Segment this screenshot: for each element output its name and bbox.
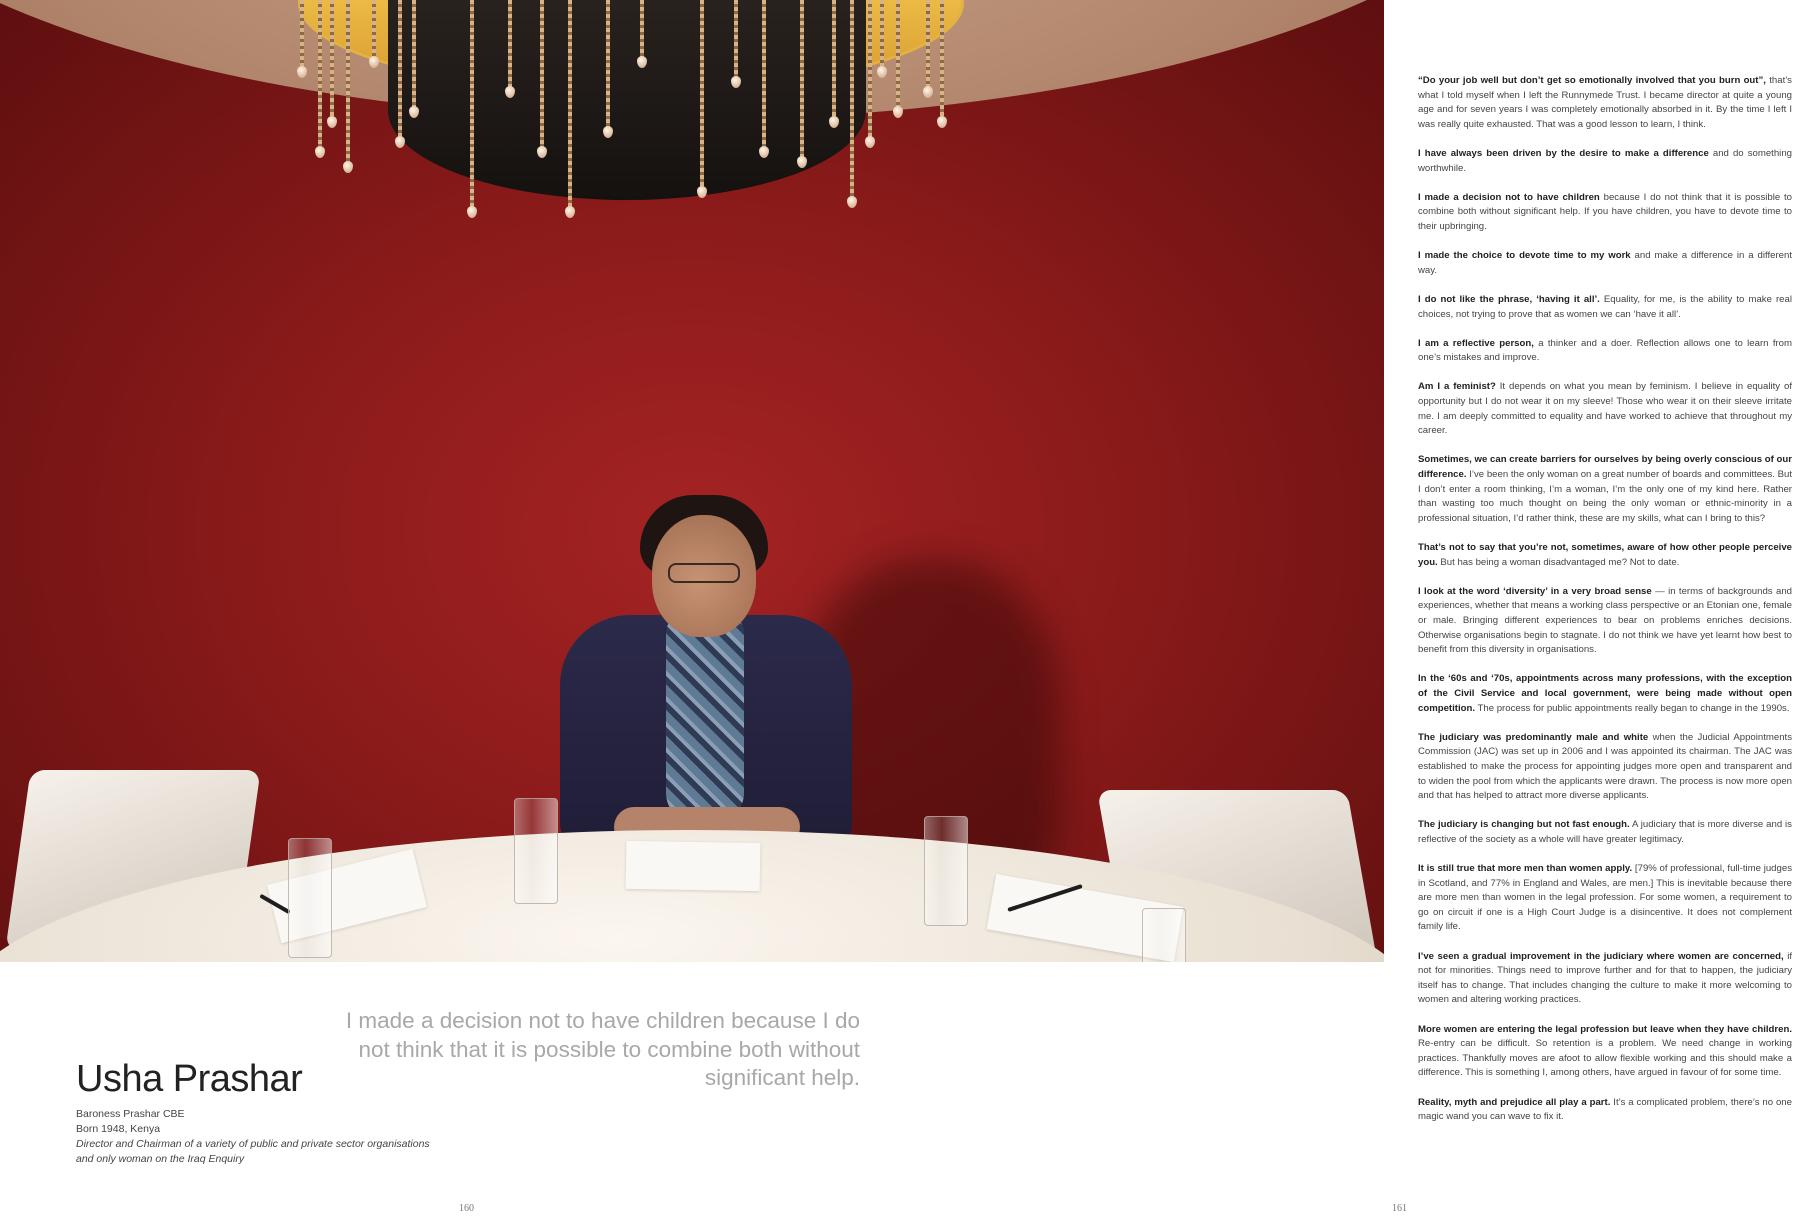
paragraph-body: and do something worthwhile. xyxy=(1418,147,1792,174)
glass-3 xyxy=(924,816,968,926)
glass-4 xyxy=(1142,908,1186,962)
interview-paragraph xyxy=(1418,380,1792,438)
interview-column xyxy=(1418,74,1792,1139)
chandelier-bead xyxy=(412,0,416,110)
sitter-name: Usha Prashar xyxy=(76,1058,303,1100)
paragraph-lead: “Do your job well but don’t get so emotionally involved that you burn out”, xyxy=(1418,75,1766,86)
chandelier-bead xyxy=(832,0,836,120)
paragraph-lead: I made the choice to devote time to my work xyxy=(1418,250,1631,262)
paragraph-lead: I’ve seen a gradual improvement in the judiciary where women are concerned, xyxy=(1418,950,1784,962)
chandelier-shade xyxy=(388,0,866,200)
paragraph-lead: I am a reflective person, xyxy=(1418,337,1534,349)
paragraph-body: But has being a woman disadvantaged me? Not to date. xyxy=(1437,556,1680,568)
pull-quote: I made a decision not to have children because I do not think that it is possible to combine both without significant help. xyxy=(345,1008,860,1090)
chandelier-bead xyxy=(800,0,804,160)
page-number-left: 160 xyxy=(459,1203,474,1214)
glass-1 xyxy=(288,838,332,958)
interview-paragraph xyxy=(1418,337,1792,366)
chandelier-bead xyxy=(330,0,334,120)
paragraph-body: Equality, for me, is the ability to make real choices, not trying to prove that as women we can ‘have it all’. xyxy=(1418,293,1792,320)
chandelier-bead xyxy=(398,0,402,140)
glass-2 xyxy=(514,798,558,904)
interview-paragraph xyxy=(1418,541,1792,570)
paragraph-body: and make a difference in a different way. xyxy=(1418,250,1793,276)
paragraph-lead: Sometimes, we can create barriers for ourselves by being overly conscious of our difference. xyxy=(1418,454,1792,481)
paragraph-body: A judiciary that is more diverse and is reflective of the society as a whole will have greater legitimacy. xyxy=(1418,819,1792,845)
chandelier-bead xyxy=(568,0,572,210)
interview-paragraph xyxy=(1418,1023,1792,1081)
bio-role: Director and Chairman of a variety of public and private sector organisations xyxy=(76,1138,430,1150)
chandelier-bead xyxy=(372,0,376,60)
chandelier-bead xyxy=(346,0,350,165)
sitter-bio xyxy=(76,1107,430,1167)
chandelier-bead xyxy=(734,0,738,80)
interview-paragraph xyxy=(1418,731,1792,804)
paragraph-body: because I do not think that it is possible to combine both without significant help. If you have children, you have to devote time to their upbringing. xyxy=(1418,191,1793,232)
paragraph-body: — in terms of backgrounds and experiences, whether that means a working class perspective or an Etonian one, female or male. Bringing different experiences to bear on problems enriches decisions. Otherwise organisations begin to stagnate. I do not think we have yet learnt how best to benefit from this diversity in organisations. xyxy=(1418,585,1792,656)
interview-paragraph xyxy=(1418,293,1792,322)
chandelier-bead xyxy=(940,0,944,120)
bio-born: Born 1948, Kenya xyxy=(76,1123,161,1135)
paragraph-lead: The judiciary is changing but not fast enough. xyxy=(1418,819,1630,831)
interview-paragraph xyxy=(1418,1096,1792,1125)
chandelier-bead xyxy=(926,0,930,90)
paragraph-lead: The judiciary was predominantly male and white xyxy=(1418,731,1649,743)
paragraph-body: The process for public appointments really began to change in the 1990s. xyxy=(1475,702,1790,714)
chandelier-bead xyxy=(640,0,644,60)
chandelier-bead xyxy=(896,0,900,110)
chandelier-bead xyxy=(470,0,474,210)
chandelier-bead xyxy=(300,0,304,70)
paragraph-body: It’s a complicated problem, there’s no one magic wand you can wave to fix it. xyxy=(1418,1096,1792,1123)
paragraph-lead: I look at the word ‘diversity’ in a very broad sense xyxy=(1418,585,1652,597)
bio-role-cont: and only woman on the Iraq Enquiry xyxy=(76,1153,245,1165)
paragraph-lead: It is still true that more men than women apply. xyxy=(1418,863,1633,875)
paragraph-body: when the Judicial Appointments Commission (JAC) was set up in 2006 and I was appointed its chairman. The JAC was established to make the process for appointing judges more open and transparent and to widen the pool from which the applicants were drawn. The process is now more open and that has helped to attract more diverse applicants. xyxy=(1418,731,1792,802)
chandelier-bead xyxy=(318,0,322,150)
glasses xyxy=(668,563,740,583)
paragraph-lead: In the ‘60s and ‘70s, appointments across many professions, with the exception of the Civil Service and local government, were being made without open competition. xyxy=(1418,673,1792,714)
paragraph-lead: I do not like the phrase, ‘having it all’. xyxy=(1418,293,1600,305)
chandelier-bead xyxy=(700,0,704,190)
paragraph-lead: More women are entering the legal profession but leave when they have children. xyxy=(1418,1023,1792,1035)
chandelier-bead xyxy=(880,0,884,70)
paragraph-lead: Am I a feminist? xyxy=(1418,381,1496,393)
paragraph-body: that’s what I told myself when I left the Runnymede Trust. I became director at quite a young age and for seven years I was completely emotionally absorbed in it. By the time I left I was really quite exhausted. That was a good lesson to learn, I think. xyxy=(1418,75,1792,130)
interview-paragraph xyxy=(1418,453,1792,526)
paper-center xyxy=(626,841,761,891)
sitter xyxy=(560,495,860,855)
interview-paragraph xyxy=(1418,249,1792,278)
interview-paragraph xyxy=(1418,818,1792,847)
interview-paragraph xyxy=(1418,950,1792,1008)
interview-paragraph xyxy=(1418,585,1792,658)
page-number-right: 161 xyxy=(1392,1203,1407,1214)
interview-paragraph xyxy=(1418,147,1792,176)
interview-paragraph xyxy=(1418,74,1792,132)
chandelier-bead xyxy=(762,0,766,150)
interview-paragraph xyxy=(1418,191,1792,235)
paragraph-lead: I have always been driven by the desire to make a difference xyxy=(1418,147,1709,159)
interview-paragraph xyxy=(1418,672,1792,716)
scarf xyxy=(666,613,744,823)
paragraph-body: Re-entry can be difficult. So retention is a problem. We need change in working practices. Thankfully moves are afoot to allow flexible working and this should make a difference. This is something I, among others, have argued in favour of for some time. xyxy=(1418,1038,1792,1079)
paragraph-body: a thinker and a doer. Reflection allows one to learn from one’s mistakes and improve. xyxy=(1418,337,1793,364)
chandelier-bead xyxy=(850,0,854,200)
interview-paragraph xyxy=(1418,862,1792,935)
chandelier-bead xyxy=(540,0,544,150)
chandelier-bead xyxy=(606,0,610,130)
paragraph-body: It depends on what you mean by feminism. I believe in equality of opportunity but I do not wear it on my sleeve! Those who wear it on their sleeve irritate me. I am deeply committed to equality and have worked to achieve that throughout my career. xyxy=(1418,381,1792,437)
chandelier-bead xyxy=(868,0,872,140)
paragraph-body: I’ve been the only woman on a great number of boards and committees. But I don’t enter a room thinking, I’m a woman, I’m the only one of my kind here. Rather than wasting too much thought on being the only woman or ethnic-minority in a professional situation, I’d rather think, these are my skills, what can I bring to this? xyxy=(1418,469,1792,524)
paragraph-body: if not for minorities. Things need to improve further and for that to happen, the judiciary itself has to change. That includes changing the culture to make it more welcoming to women and altering working practices. xyxy=(1418,950,1792,1006)
bio-title: Baroness Prashar CBE xyxy=(76,1108,185,1120)
paragraph-body: [79% of professional, full-time judges in Scotland, and 77% in England and Wales, are men.] This is inevitable because there are more men than women in the legal profession. For some women, a requirement to go on circuit if one is a High Court Judge is a disincentive. It does not complement family life. xyxy=(1418,863,1792,933)
paragraph-lead: I made a decision not to have children xyxy=(1418,191,1600,203)
chandelier-bead xyxy=(508,0,512,90)
paragraph-lead: That’s not to say that you’re not, sometimes, aware of how other people perceive you. xyxy=(1418,542,1792,568)
paragraph-lead: Reality, myth and prejudice all play a part. xyxy=(1418,1096,1611,1108)
